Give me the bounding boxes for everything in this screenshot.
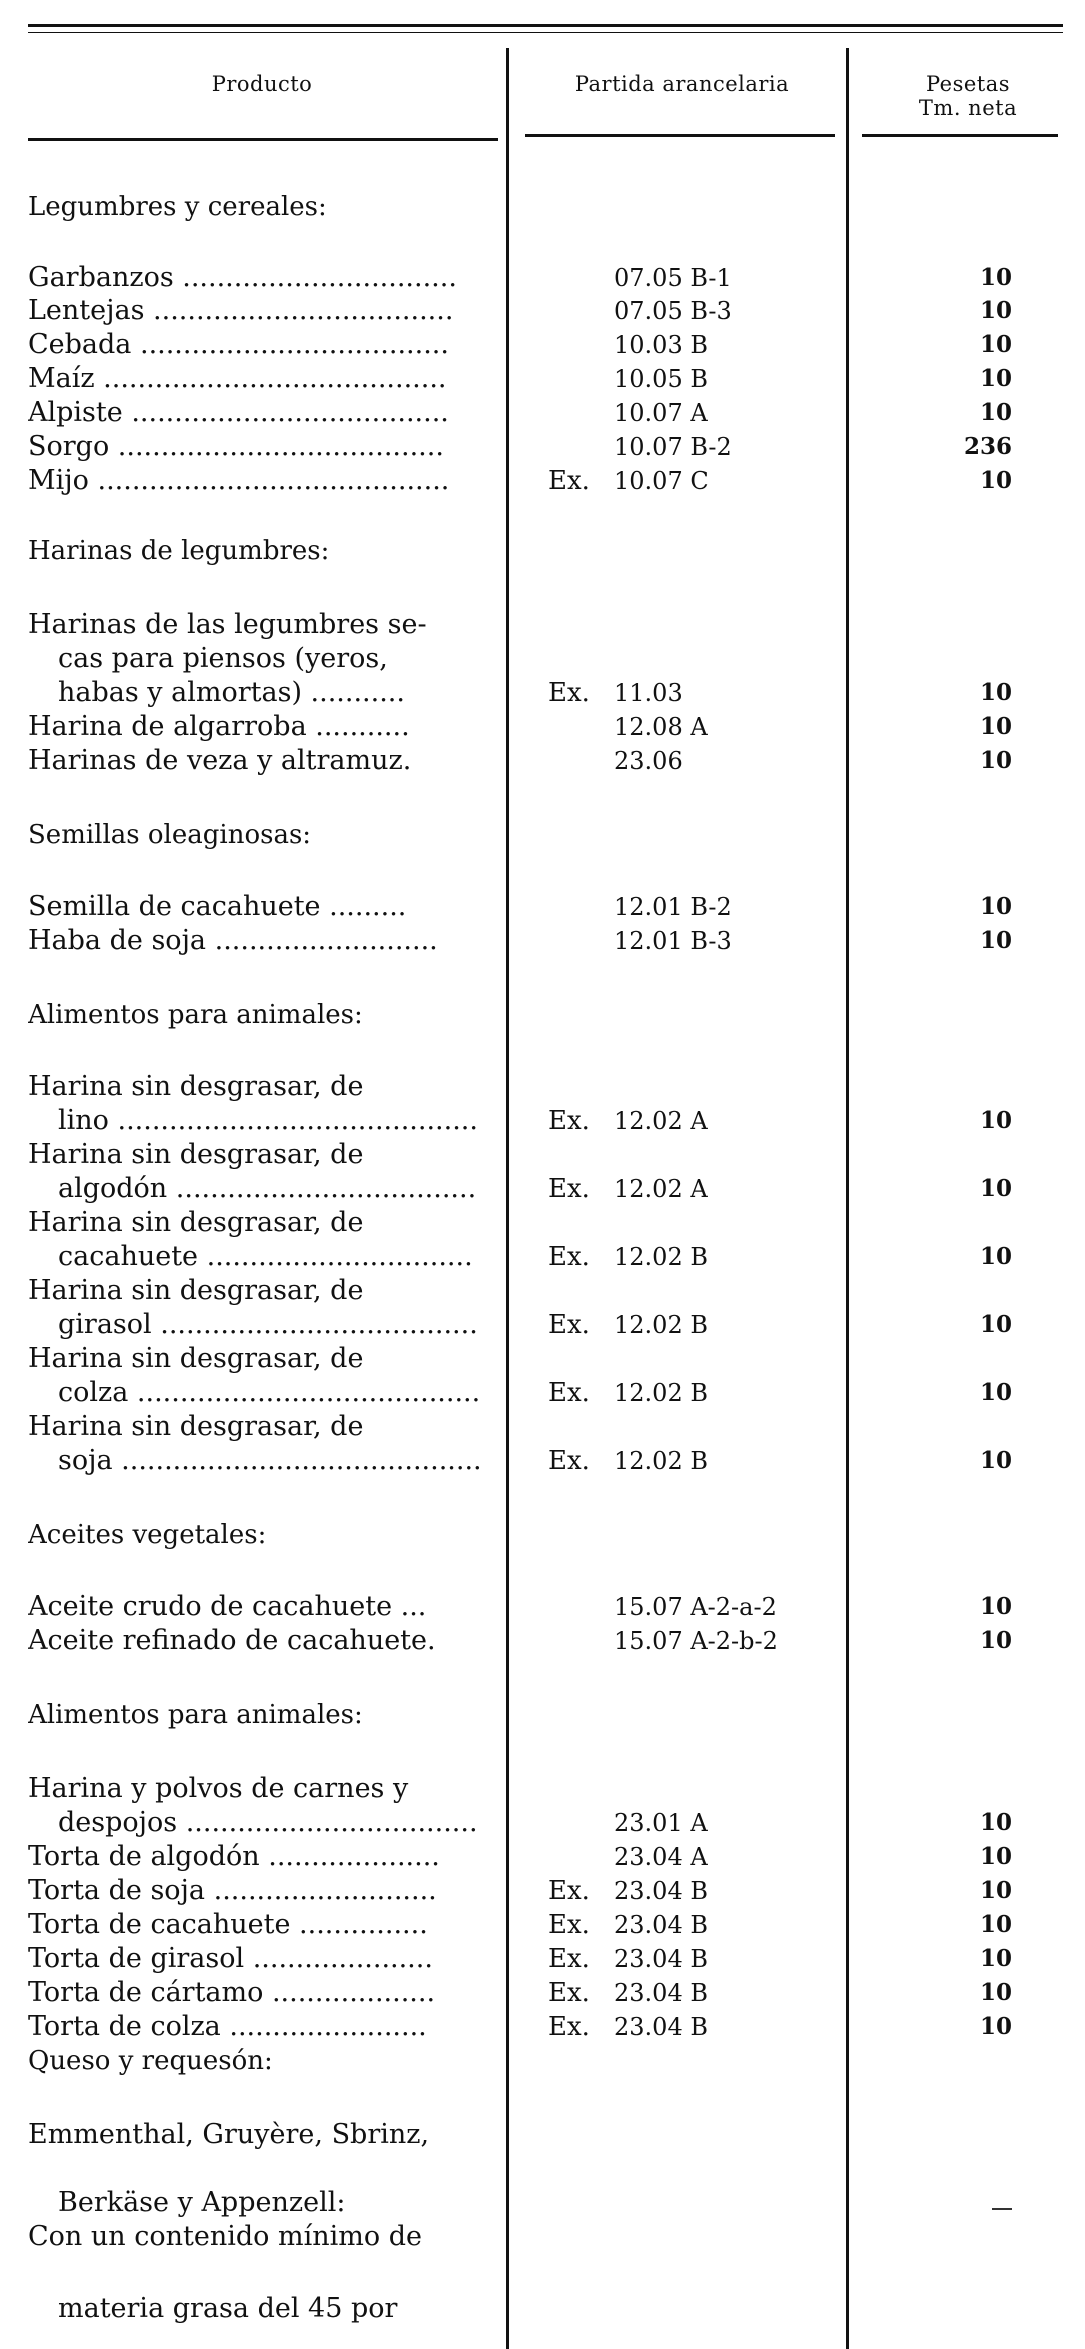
pesetas-value: 10 xyxy=(979,467,1012,494)
header-rule-product xyxy=(28,138,498,141)
ex-prefix: Ex. xyxy=(548,678,590,708)
table-row xyxy=(0,1590,1085,1624)
pesetas-dash xyxy=(992,2208,1012,2210)
ex-prefix: Ex. xyxy=(548,1310,590,1340)
product-cell: Torta de algodón .................... xyxy=(28,1841,440,1872)
partida-code: 12.08 A xyxy=(614,713,708,741)
table-row xyxy=(0,2186,1085,2220)
table-row xyxy=(0,1274,1085,1308)
table-row xyxy=(0,1070,1085,1104)
product-cell: Harina y polvos de carnes y xyxy=(28,1773,409,1804)
product-cell: Con un contenido mínimo de xyxy=(28,2221,422,2252)
product-cell: Aceite crudo de cacahuete ... xyxy=(28,1591,427,1622)
table-row xyxy=(0,1410,1085,1444)
partida-code: 23.04 B xyxy=(614,1979,708,2007)
table-row xyxy=(0,1624,1085,1658)
section-heading xyxy=(0,1518,1085,1552)
product-cell: Torta de cártamo ................... xyxy=(28,1977,436,2008)
table-row xyxy=(0,1138,1085,1172)
col-header-partida: Partida arancelaria xyxy=(574,72,790,96)
pesetas-value: 10 xyxy=(979,399,1012,426)
ex-prefix: Ex. xyxy=(548,466,590,496)
header-rule-partida xyxy=(525,134,835,137)
table-row xyxy=(0,328,1085,362)
table-row xyxy=(0,2220,1085,2254)
ex-prefix: Ex. xyxy=(548,1242,590,1272)
table-row xyxy=(0,1942,1085,1976)
section-heading xyxy=(0,1698,1085,1732)
pesetas-value: 10 xyxy=(979,297,1012,324)
partida-code: 11.03 xyxy=(614,679,683,707)
pesetas-value: 10 xyxy=(979,1447,1012,1474)
product-cell: Mijo ......................................... xyxy=(28,465,450,496)
product-cell: Harina sin desgrasar, de xyxy=(28,1207,364,1238)
partida-code: 23.01 A xyxy=(614,1809,708,1837)
partida-code: 23.04 B xyxy=(614,1911,708,1939)
pesetas-value: 10 xyxy=(979,1877,1012,1904)
product-cell: Harina sin desgrasar, de xyxy=(28,1275,364,1306)
partida-code: 07.05 B-1 xyxy=(614,264,732,292)
product-cell: despojos .................................. xyxy=(58,1807,478,1838)
pesetas-value: 10 xyxy=(979,1911,1012,1938)
table-row xyxy=(0,1172,1085,1206)
partida-code: 23.04 B xyxy=(614,2013,708,2041)
col-header-pesetas: Pesetas xyxy=(925,72,1011,96)
product-cell: Harinas de las legumbres se- xyxy=(28,609,427,640)
top-rule-thin xyxy=(28,32,1063,33)
product-cell: Alimentos para animales: xyxy=(28,1000,363,1030)
partida-code: 12.02 B xyxy=(614,1311,708,1339)
product-cell: Harina sin desgrasar, de xyxy=(28,1139,364,1170)
partida-code: 23.04 B xyxy=(614,1877,708,1905)
partida-code: 15.07 A-2-b-2 xyxy=(614,1627,778,1655)
partida-code: 12.01 B-3 xyxy=(614,927,732,955)
table-row xyxy=(0,710,1085,744)
product-cell: Emmenthal, Gruyère, Sbrinz, xyxy=(28,2119,430,2150)
table-row xyxy=(0,1308,1085,1342)
pesetas-value: 10 xyxy=(979,1243,1012,1270)
product-cell: lino .......................................... xyxy=(58,1105,478,1136)
ex-prefix: Ex. xyxy=(548,1174,590,1204)
pesetas-value: 10 xyxy=(979,713,1012,740)
partida-code: 12.02 B xyxy=(614,1379,708,1407)
product-cell: algodón ................................... xyxy=(58,1173,477,1204)
pesetas-value: 10 xyxy=(979,1843,1012,1870)
pesetas-value: 10 xyxy=(979,1809,1012,1836)
section-heading xyxy=(0,190,1085,224)
table-row xyxy=(0,396,1085,430)
table-row xyxy=(0,1104,1085,1138)
table-row xyxy=(0,642,1085,676)
table-row xyxy=(0,2118,1085,2152)
product-cell: Legumbres y cereales: xyxy=(28,192,327,222)
table-row xyxy=(0,924,1085,958)
product-cell: Berkäse y Appenzell: xyxy=(58,2187,346,2218)
table-row xyxy=(0,294,1085,328)
pesetas-value: 10 xyxy=(979,1379,1012,1406)
table-row xyxy=(0,1376,1085,1410)
section-heading xyxy=(0,2044,1085,2078)
product-cell: Aceite refinado de cacahuete. xyxy=(28,1625,436,1656)
product-cell: Harina de algarroba ........... xyxy=(28,711,410,742)
pesetas-value: 10 xyxy=(979,1175,1012,1202)
product-cell: Sorgo ...................................... xyxy=(28,431,444,462)
partida-code: 12.01 B-2 xyxy=(614,893,732,921)
product-cell: Semilla de cacahuete ......... xyxy=(28,891,407,922)
partida-code: 10.05 B xyxy=(614,365,708,393)
product-cell: Aceites vegetales: xyxy=(28,1520,267,1550)
product-cell: Queso y requesón: xyxy=(28,2046,273,2076)
table-row xyxy=(0,362,1085,396)
partida-code: 10.07 C xyxy=(614,467,709,495)
partida-code: 23.04 A xyxy=(614,1843,708,1871)
partida-code: 12.02 B xyxy=(614,1447,708,1475)
product-cell: habas y almortas) ........... xyxy=(58,677,405,708)
partida-code: 10.07 A xyxy=(614,399,708,427)
partida-code: 12.02 A xyxy=(614,1107,708,1135)
product-cell: Torta de cacahuete ............... xyxy=(28,1909,428,1940)
product-cell: colza ........................................ xyxy=(58,1377,481,1408)
product-cell: Harinas de legumbres: xyxy=(28,536,330,566)
pesetas-value: 10 xyxy=(979,747,1012,774)
partida-code: 10.07 B-2 xyxy=(614,433,732,461)
table-row xyxy=(0,1976,1085,2010)
pesetas-value: 10 xyxy=(979,264,1012,291)
partida-code: 10.03 B xyxy=(614,331,708,359)
pesetas-value: 10 xyxy=(979,2013,1012,2040)
product-cell: Maíz ........................................ xyxy=(28,363,447,394)
pesetas-value: 10 xyxy=(979,927,1012,954)
pesetas-value: 10 xyxy=(979,1311,1012,1338)
table-row xyxy=(0,1772,1085,1806)
partida-code: 07.05 B-3 xyxy=(614,297,732,325)
table-row xyxy=(0,676,1085,710)
product-cell: soja .......................................... xyxy=(58,1445,482,1476)
pesetas-value: 10 xyxy=(979,679,1012,706)
pesetas-value: 10 xyxy=(979,1107,1012,1134)
product-cell: cas para piensos (yeros, xyxy=(58,643,388,674)
col-header-product: Producto xyxy=(211,72,313,96)
col-header-pesetas-unit: Tm. neta xyxy=(918,96,1018,120)
table-row xyxy=(0,2292,1085,2326)
product-cell: Semillas oleaginosas: xyxy=(28,820,312,850)
top-rule xyxy=(28,24,1063,27)
product-cell: Harina sin desgrasar, de xyxy=(28,1343,364,1374)
section-heading xyxy=(0,818,1085,852)
product-cell: Alimentos para animales: xyxy=(28,1700,363,1730)
table-row xyxy=(0,430,1085,464)
product-cell: Alpiste ..................................... xyxy=(28,397,449,428)
product-cell: materia grasa del 45 por xyxy=(58,2293,398,2324)
product-cell: cacahuete ............................... xyxy=(58,1241,473,1272)
product-cell: Lentejas ................................... xyxy=(28,295,454,326)
product-cell: Harina sin desgrasar, de xyxy=(28,1071,364,1102)
pesetas-value: 10 xyxy=(979,893,1012,920)
pesetas-value: 236 xyxy=(963,433,1012,460)
ex-prefix: Ex. xyxy=(548,1944,590,1974)
table-row xyxy=(0,1240,1085,1274)
partida-code: 23.06 xyxy=(614,747,683,775)
table-row xyxy=(0,2010,1085,2044)
table-row xyxy=(0,261,1085,295)
table-row xyxy=(0,1874,1085,1908)
partida-code: 15.07 A-2-a-2 xyxy=(614,1593,777,1621)
product-cell: Harina sin desgrasar, de xyxy=(28,1411,364,1442)
ex-prefix: Ex. xyxy=(548,1378,590,1408)
section-heading xyxy=(0,998,1085,1032)
pesetas-value: 10 xyxy=(979,1593,1012,1620)
product-cell: girasol ..................................... xyxy=(58,1309,478,1340)
ex-prefix: Ex. xyxy=(548,2012,590,2042)
ex-prefix: Ex. xyxy=(548,1910,590,1940)
table-row xyxy=(0,744,1085,778)
product-cell: Torta de colza ....................... xyxy=(28,2011,427,2042)
product-cell: Cebada .................................... xyxy=(28,329,449,360)
product-cell: Torta de soja .......................... xyxy=(28,1875,437,1906)
header-rule-pesetas xyxy=(862,134,1058,137)
ex-prefix: Ex. xyxy=(548,1978,590,2008)
ex-prefix: Ex. xyxy=(548,1876,590,1906)
pesetas-value: 10 xyxy=(979,1979,1012,2006)
pesetas-value: 10 xyxy=(979,1627,1012,1654)
product-cell: Harinas de veza y altramuz. xyxy=(28,745,412,776)
pesetas-value: 10 xyxy=(979,365,1012,392)
product-cell: Torta de girasol ..................... xyxy=(28,1943,433,1974)
table-row xyxy=(0,1342,1085,1376)
table-row xyxy=(0,1908,1085,1942)
section-heading xyxy=(0,534,1085,568)
ex-prefix: Ex. xyxy=(548,1446,590,1476)
partida-code: 23.04 B xyxy=(614,1945,708,1973)
table-row xyxy=(0,1806,1085,1840)
table-row xyxy=(0,1444,1085,1478)
table-row xyxy=(0,1840,1085,1874)
table-row xyxy=(0,890,1085,924)
ex-prefix: Ex. xyxy=(548,1106,590,1136)
partida-code: 12.02 A xyxy=(614,1175,708,1203)
pesetas-value: 10 xyxy=(979,1945,1012,1972)
table-row xyxy=(0,464,1085,498)
table-row xyxy=(0,608,1085,642)
pesetas-value: 10 xyxy=(979,331,1012,358)
product-cell: Haba de soja .......................... xyxy=(28,925,438,956)
partida-code: 12.02 B xyxy=(614,1243,708,1271)
product-cell: Garbanzos ................................ xyxy=(28,262,457,293)
table-row xyxy=(0,1206,1085,1240)
